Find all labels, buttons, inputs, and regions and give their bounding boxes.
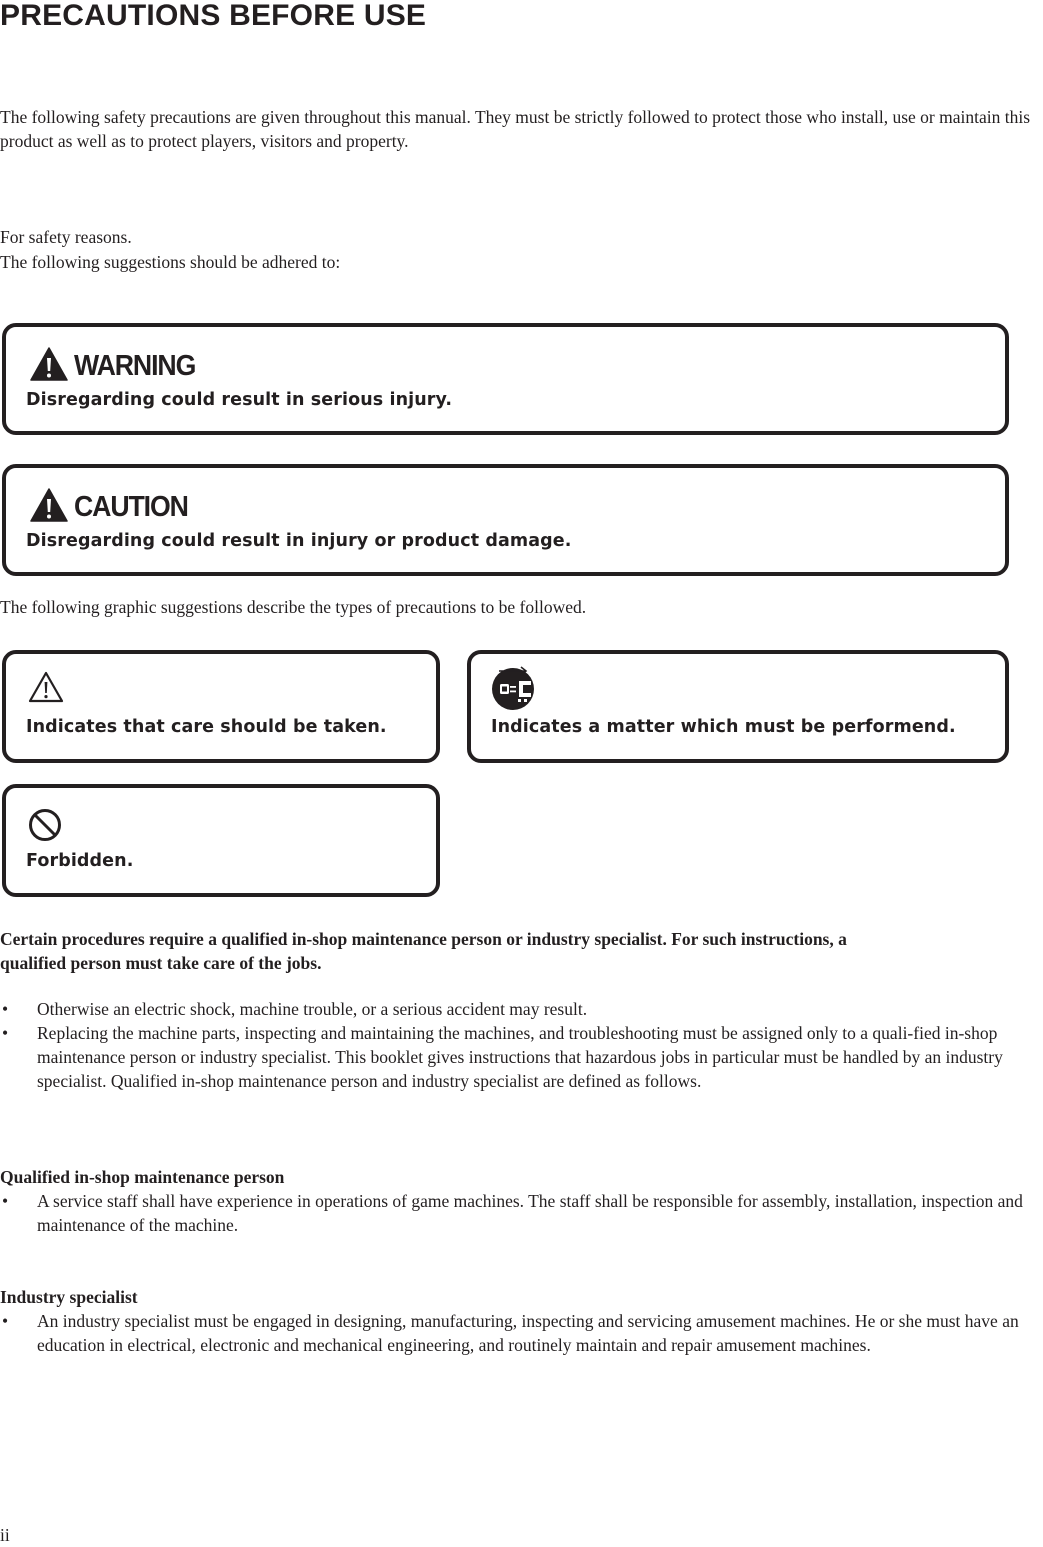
caution-description: Disregarding could result in injury or product damage. <box>26 531 572 551</box>
bullet-list <box>0 997 1043 1093</box>
suggestions-line: The following suggestions should be adhered to: <box>0 252 341 272</box>
forbidden-description: Forbidden. <box>26 851 134 871</box>
qualified-person-heading: Qualified in-shop maintenance person <box>0 1167 285 1187</box>
bullet-marker: • <box>2 1311 9 1331</box>
list-item-text: An industry specialist must be engaged in designing, manufacturing, inspecting and servicing amusement machines. He or she must have an education in electrical, electronic and mechanical engineering, and routinely maintain and repair amusement machines. <box>37 1311 1019 1355</box>
intro-paragraph: The following safety precautions are given throughout this manual. They must be strictly followed to protect those who install, use or maintain this product as well as to protect players, visitors and property. <box>0 107 1031 151</box>
care-symbol-box <box>2 650 440 763</box>
qualified-notice: Certain procedures require a qualified in-shop maintenance person or industry specialist. For such instructions, a qualified person must take care of the jobs. <box>0 929 847 973</box>
industry-specialist-section <box>0 1285 1043 1357</box>
unplug-icon <box>491 663 539 711</box>
list-item <box>0 997 1043 1021</box>
caution-box <box>2 464 1009 576</box>
bullet-marker: • <box>2 1023 9 1043</box>
bullet-marker: • <box>2 999 9 1019</box>
warning-label: WARNING <box>74 350 196 382</box>
warning-box <box>2 323 1009 435</box>
must-perform-symbol-box <box>467 650 1009 763</box>
warning-description: Disregarding could result in serious injury. <box>26 390 453 410</box>
list-item-text: Otherwise an electric shock, machine trouble, or a serious accident may result. <box>37 999 588 1019</box>
list-item-text: A service staff shall have experience in operations of game machines. The staff shall be responsible for assembly, installation, inspection and maintenance of the machine. <box>37 1191 1023 1235</box>
safety-reasons-line: For safety reasons. <box>0 227 132 247</box>
warning-triangle-icon <box>30 347 68 381</box>
qualified-person-section <box>0 1165 1043 1237</box>
bullet-marker: • <box>2 1191 9 1211</box>
list-item-text: Replacing the machine parts, inspecting and maintaining the machines, and troubleshooting must be assigned only to a quali-fied in-shop maintenance person or industry specialist. This booklet gives instructions that hazardous jobs in particular must be handled by an industry specialist. Qualified in-shop maintenance person and industry specialist are defined as follows. <box>37 1023 1003 1091</box>
list-item <box>0 1189 1043 1237</box>
forbidden-symbol-box <box>2 784 440 897</box>
caution-triangle-icon <box>30 488 68 522</box>
page-number: ii <box>0 1525 10 1545</box>
industry-specialist-heading: Industry specialist <box>0 1287 138 1307</box>
prohibited-icon <box>28 808 62 842</box>
caution-outline-triangle-icon <box>28 671 64 703</box>
must-perform-description: Indicates a matter which must be performend. <box>491 717 956 737</box>
care-description: Indicates that care should be taken. <box>26 717 387 737</box>
caution-label: CAUTION <box>74 491 188 523</box>
page-title: PRECAUTIONS BEFORE USE <box>0 0 427 32</box>
list-item <box>0 1309 1043 1357</box>
graphic-lead-text: The following graphic suggestions describe the types of precautions to be followed. <box>0 597 587 617</box>
list-item <box>0 1021 1043 1093</box>
